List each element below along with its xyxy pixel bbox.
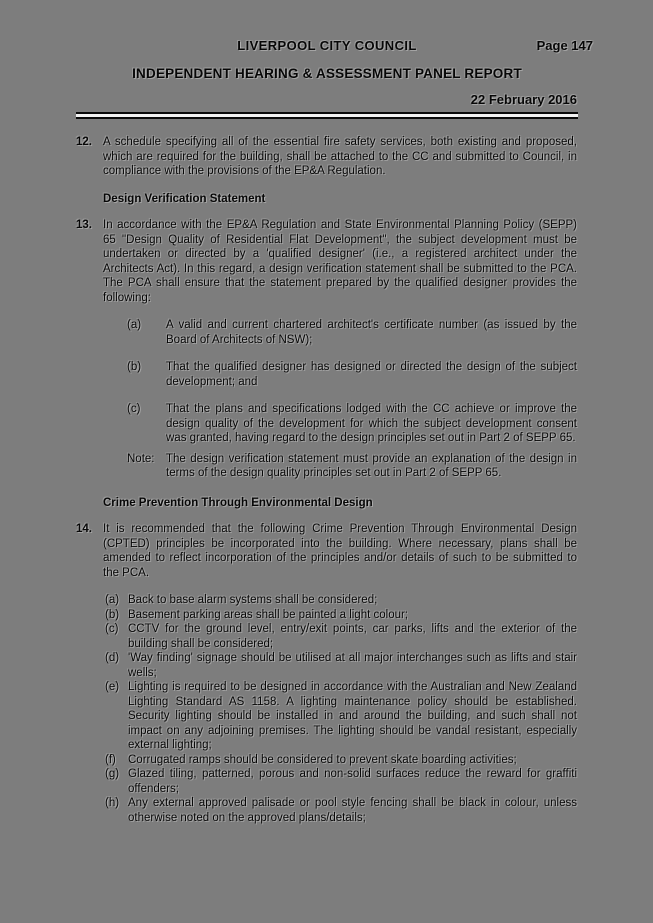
list-item-d (105, 651, 577, 680)
subitem-13c (127, 402, 577, 446)
header-report-title: INDEPENDENT HEARING & ASSESSMENT PANEL REPORT (132, 66, 522, 81)
list-item-text: CCTV for the ground level, entry/exit points, car parks, lifts and the exterior of the building shall be considered; (128, 623, 577, 650)
list-item-h (105, 796, 577, 825)
list-item-label: (f) (105, 753, 116, 766)
cpted-principles-list (105, 593, 577, 825)
subitem-label: (c) (127, 403, 141, 415)
list-item-text: Lighting is required to be designed in accordance with the Australian and New Zealand Lighting Standard AS 1158. A lighting maintenance policy should be established. Security lighting should be installed in and around the building, and such shall not impact on any adjoining premises. The lighting should be vandal resistant, especially external lighting; (128, 681, 577, 751)
list-item-text: Back to base alarm systems shall be considered; (128, 594, 378, 606)
numbered-item-12 (76, 135, 577, 179)
list-item-label: (h) (105, 797, 120, 809)
list-item-b (105, 608, 577, 623)
list-item-a (105, 593, 577, 608)
header-double-rule (76, 112, 578, 119)
numbered-item-14 (76, 522, 577, 580)
subitem-text: A valid and current chartered architect's certificate number (as issued by the Board of Architects of NSW); (166, 319, 577, 346)
list-item-c (105, 622, 577, 651)
note-text: The design verification statement must provide an explanation of the design in terms of the design quality principles set out in Part 2 of SEPP 65. (166, 452, 577, 479)
numbered-item-13 (76, 218, 577, 305)
list-item-text: Basement parking areas shall be painted a light colour; (128, 608, 409, 621)
list-item-text: Glazed tiling, patterned, porous and non-solid surfaces reduce the reward for graffiti offenders; (128, 768, 577, 795)
section-heading-design-verification: Design Verification Statement (103, 192, 266, 205)
subitem-label: (b) (127, 361, 142, 373)
list-item-label: (c) (105, 623, 119, 635)
subitem-text: That the plans and specifications lodged with the CC achieve or improve the design quality of the development for which the subject development consent was granted, having regard to the design principles set out in Part 2 of SEPP 65. (166, 403, 577, 444)
note-block (127, 452, 577, 481)
item-text: It is recommended that the following Crime Prevention Through Environmental Design (CPTED) principles be incorporated into the building. Where necessary, plans shall be amended to reflect incorporation of the principles and/or details of such to be submitted to the PCA. (103, 523, 577, 579)
header-page-number: Page 147 (536, 38, 593, 53)
item-number: 12. (76, 136, 92, 148)
list-item-label: (d) (105, 652, 120, 664)
item-text: In accordance with the EP&A Regulation and State Environmental Planning Policy (SEPP) 65 "Design Quality of Residential Flat Development", the subject development must be undertaken or directed by a 'qualified designer' (i.e., a registered architect under the Architects Act). In this regard, a design verification statement shall be submitted to the PCA. The PCA shall ensure that the statement prepared by the qualified designer provides the following: (103, 219, 577, 304)
document-body (76, 128, 577, 825)
list-item-label: (g) (105, 768, 120, 780)
item-text: A schedule specifying all of the essential fire safety services, both existing and proposed, which are required for the building, shall be attached to the CC and submitted to Council, in compliance with the provisions of the EP&A Regulation. (103, 136, 577, 177)
item-number: 13. (76, 219, 92, 231)
subitem-text: That the qualified designer has designed or directed the design of the subject development; and (166, 361, 577, 388)
list-item-label: (b) (105, 608, 120, 621)
item-number: 14. (76, 523, 92, 535)
list-item-text: Corrugated ramps should be considered to prevent skate boarding activities; (128, 753, 517, 766)
list-item-text: 'Way finding' signage should be utilised at all major interchanges such as lifts and stair wells; (128, 652, 577, 679)
list-item-text: Any external approved palisade or pool style fencing shall be black in colour, unless otherwise noted on the approved plans/details; (128, 797, 577, 824)
list-item-e (105, 680, 577, 753)
section-heading-cpted: Crime Prevention Through Environmental Design (103, 496, 373, 509)
header-council-name: LIVERPOOL CITY COUNCIL (237, 38, 417, 53)
subitem-13a (127, 318, 577, 347)
list-item-label: (a) (105, 594, 120, 606)
list-item-f (105, 753, 577, 768)
header-date: 22 February 2016 (470, 92, 577, 107)
list-item-label: (e) (105, 681, 120, 693)
subitem-label: (a) (127, 319, 142, 331)
note-label: Note: (127, 452, 155, 465)
subitem-13b (127, 360, 577, 389)
list-item-g (105, 767, 577, 796)
